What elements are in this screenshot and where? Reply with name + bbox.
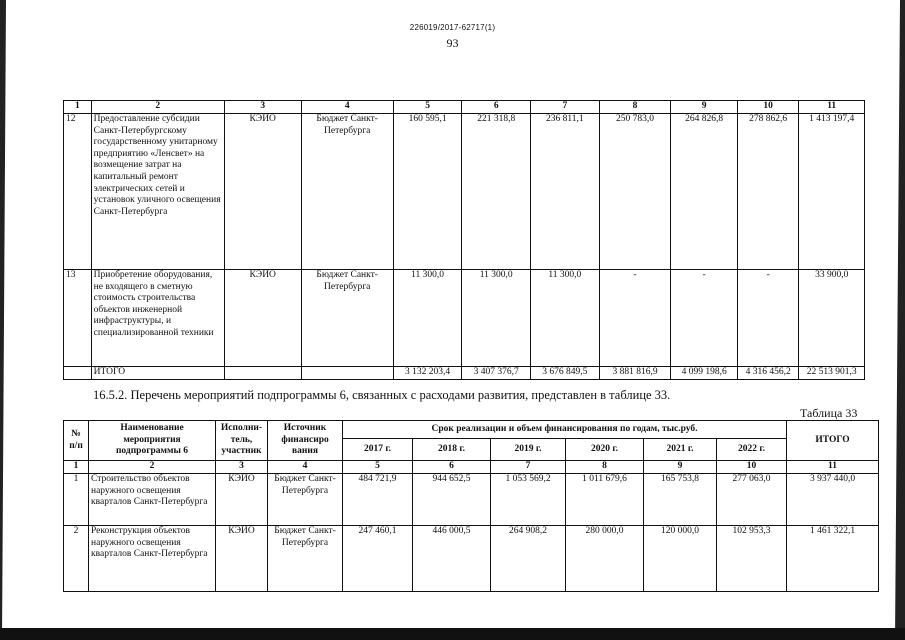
document-id: 226019/2017-62717(1) xyxy=(409,23,496,32)
value-2022: 278 862,6 xyxy=(737,114,798,270)
total-2020: 3 881 816,9 xyxy=(599,367,671,380)
value-2017: 484 721,9 xyxy=(343,474,413,526)
table-row xyxy=(64,526,879,592)
value-2019: 1 053 569,2 xyxy=(491,474,566,526)
value-total: 1 461 322,1 xyxy=(787,526,879,592)
header-year: 2017 г. xyxy=(343,439,413,461)
table-row xyxy=(64,114,865,270)
value-2019: 264 908,2 xyxy=(491,526,566,592)
col-num: 2 xyxy=(89,461,216,474)
header-year: 2022 г. xyxy=(717,439,787,461)
value-2017: 160 595,1 xyxy=(393,114,462,270)
col-num: 8 xyxy=(566,461,644,474)
table-row xyxy=(64,270,865,367)
value-2018: 944 652,5 xyxy=(413,474,491,526)
value-2022: 277 063,0 xyxy=(717,474,787,526)
col-num: 1 xyxy=(64,101,92,114)
table-caption: Таблица 33 xyxy=(800,406,858,420)
value-2018: 221 318,8 xyxy=(462,114,531,270)
value-2020: 250 783,0 xyxy=(599,114,671,270)
value-2021: 120 000,0 xyxy=(644,526,717,592)
funding-source: Бюджет Санкт-Петербурга xyxy=(268,474,343,526)
total-row xyxy=(64,367,865,380)
value-2021: - xyxy=(671,270,738,367)
col-num: 7 xyxy=(491,461,566,474)
executor: КЭИО xyxy=(224,270,301,367)
development-measures-table xyxy=(63,420,879,592)
table-row xyxy=(64,474,879,526)
col-num: 6 xyxy=(462,101,531,114)
col-num: 4 xyxy=(301,101,393,114)
header-executor: Исполни-тель, участник xyxy=(216,421,268,461)
total-2022: 4 316 456,2 xyxy=(737,367,798,380)
header-year: 2021 г. xyxy=(644,439,717,461)
header-name: Наименование мероприятия подпрограммы 6 xyxy=(89,421,216,461)
col-num: 3 xyxy=(216,461,268,474)
value-2018: 446 000,5 xyxy=(413,526,491,592)
col-num: 11 xyxy=(799,101,865,114)
col-num: 1 xyxy=(64,461,89,474)
header-num: № п/п xyxy=(64,421,89,461)
col-num: 11 xyxy=(787,461,879,474)
col-num: 3 xyxy=(224,101,301,114)
executor: КЭИО xyxy=(216,474,268,526)
value-2020: - xyxy=(599,270,671,367)
col-num: 10 xyxy=(717,461,787,474)
funding-source: Бюджет Санкт-Петербурга xyxy=(301,114,393,270)
executor: КЭИО xyxy=(216,526,268,592)
row-number: 2 xyxy=(64,526,89,592)
col-num: 9 xyxy=(671,101,738,114)
section-heading: 16.5.2. Перечень мероприятий подпрограммы 6, связанных с расходами развития, представлен в таблице 33. xyxy=(93,388,671,402)
total-label: ИТОГО xyxy=(91,367,224,380)
funding-source: Бюджет Санкт-Петербурга xyxy=(301,270,393,367)
col-num: 9 xyxy=(644,461,717,474)
col-num: 4 xyxy=(268,461,343,474)
column-number-row xyxy=(64,461,879,474)
value-2017: 11 300,0 xyxy=(393,270,462,367)
row-number: 13 xyxy=(64,270,92,367)
col-num: 2 xyxy=(91,101,224,114)
value-2022: 102 953,3 xyxy=(717,526,787,592)
header-year: 2019 г. xyxy=(491,439,566,461)
funding-source: Бюджет Санкт-Петербурга xyxy=(268,526,343,592)
header-source: Источник финансиро вания xyxy=(268,421,343,461)
value-2018: 11 300,0 xyxy=(462,270,531,367)
header-period: Срок реализации и объем финансирования по годам, тыс.руб. xyxy=(343,421,787,439)
measure-name: Приобретение оборудования, не входящего в сметную стоимость строительства объектов инженерной инфраструктуры, и специализированной техники xyxy=(91,270,224,367)
header-total: ИТОГО xyxy=(787,421,879,461)
value-2021: 165 753,8 xyxy=(644,474,717,526)
col-num: 8 xyxy=(599,101,671,114)
row-number: 12 xyxy=(64,114,92,270)
total-2018: 3 407 376,7 xyxy=(462,367,531,380)
header-row xyxy=(64,421,879,439)
measure-name: Строительство объектов наружного освещения кварталов Санкт-Петербурга xyxy=(89,474,216,526)
executor: КЭИО xyxy=(224,114,301,270)
col-num: 5 xyxy=(393,101,462,114)
total-2021: 4 099 198,6 xyxy=(671,367,738,380)
value-2017: 247 460,1 xyxy=(343,526,413,592)
total-2017: 3 132 203,4 xyxy=(393,367,462,380)
value-2020: 1 011 679,6 xyxy=(566,474,644,526)
value-total: 33 900,0 xyxy=(799,270,865,367)
col-num: 7 xyxy=(531,101,600,114)
col-num: 10 xyxy=(737,101,798,114)
col-num: 5 xyxy=(343,461,413,474)
financing-table-continued xyxy=(63,100,865,380)
row-number: 1 xyxy=(64,474,89,526)
value-2021: 264 826,8 xyxy=(671,114,738,270)
total-2019: 3 676 849,5 xyxy=(531,367,600,380)
value-2019: 11 300,0 xyxy=(531,270,600,367)
value-total: 3 937 440,0 xyxy=(787,474,879,526)
measure-name: Предоставление субсидии Санкт-Петербургскому государственному унитарному предприятию «Ленсвет» на возмещение затрат на капитальный ремонт электрических сетей и установок уличного освещения Санкт-Петербурга xyxy=(91,114,224,270)
value-2019: 236 811,1 xyxy=(531,114,600,270)
header-year: 2018 г. xyxy=(413,439,491,461)
col-num: 6 xyxy=(413,461,491,474)
page-number: 93 xyxy=(446,36,459,50)
value-2022: - xyxy=(737,270,798,367)
column-number-row xyxy=(64,101,865,114)
measure-name: Реконструкция объектов наружного освещения кварталов Санкт-Петербурга xyxy=(89,526,216,592)
value-2020: 280 000,0 xyxy=(566,526,644,592)
value-total: 1 413 197,4 xyxy=(799,114,865,270)
total-sum: 22 513 901,3 xyxy=(799,367,865,380)
header-year: 2020 г. xyxy=(566,439,644,461)
